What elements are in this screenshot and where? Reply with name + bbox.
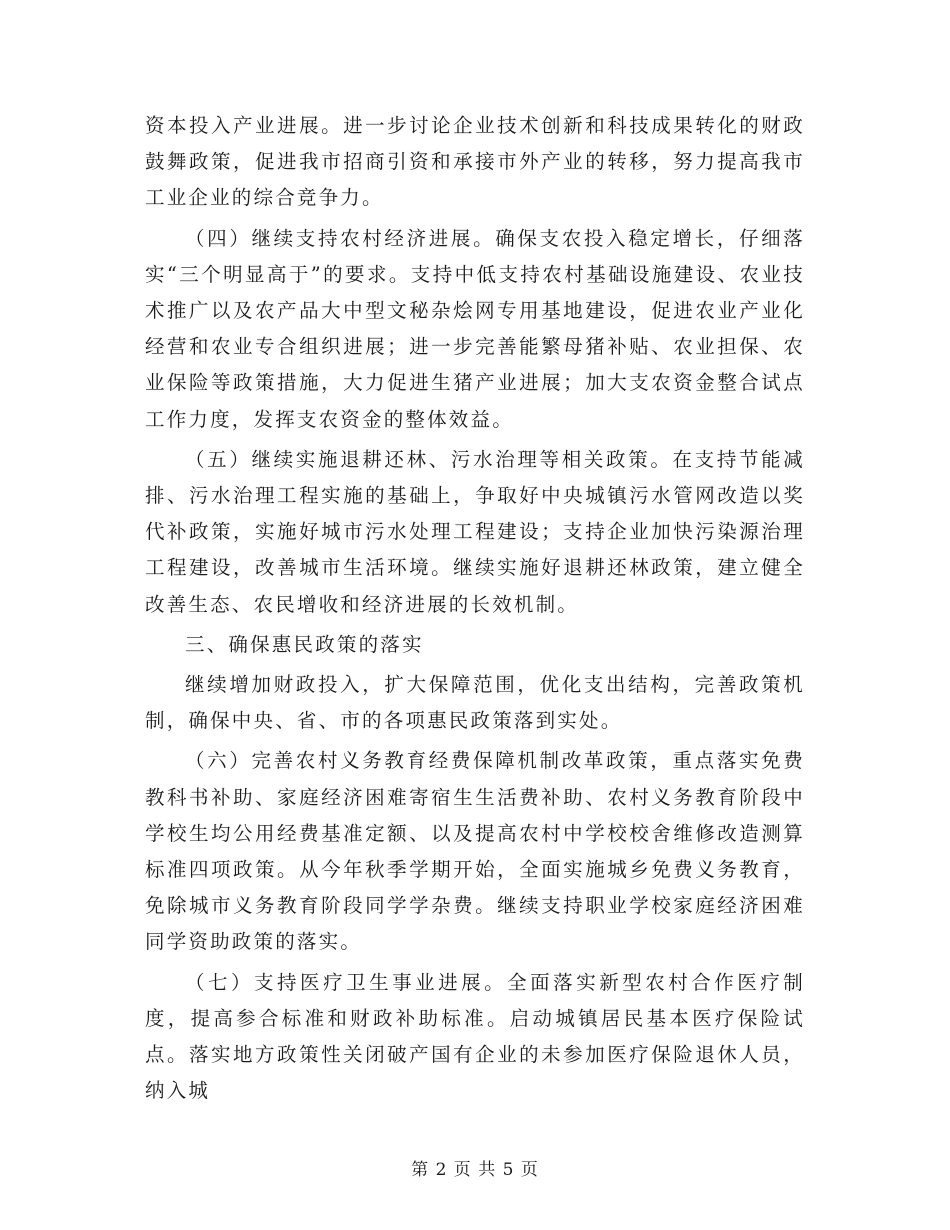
paragraph-section-six: （六）完善农村义务教育经费保障机制改革政策，重点落实免费教科书补助、家庭经济困难寄宿生生活费补助、农村义务教育阶段中学校生均公用经费基准定额、以及提高农村中学校校舍维修改造测算标准四项政策。从今年秋季学期开始，全面实施城乡免费义务教育，免除城市义务教育阶段同学学杂费。继续支持职业学校家庭经济困难同学资助政策的落实。 (145, 749, 805, 954)
page-number-footer: 第 2 页 共 5 页 (411, 1160, 539, 1180)
paragraph-section-seven: （七）支持医疗卫生事业进展。全面落实新型农村合作医疗制度，提高参合标准和财政补助标准。启动城镇居民基本医疗保险试点。落实地方政策性关闭破产国有企业的未参加医疗保险退休人员，纳入城 (145, 970, 805, 1103)
paragraph-continued: 资本投入产业进展。进一步讨论企业技术创新和科技成果转化的财政鼓舞政策，促进我市招商引资和承接市外产业的转移，努力提高我市工业企业的综合竞争力。 (145, 114, 805, 210)
paragraph-section-five: （五）继续实施退耕还林、污水治理等相关政策。在支持节能减排、污水治理工程实施的基础上，争取好中央城镇污水管网改造以奖代补政策，实施好城市污水处理工程建设；支持企业加快污染源治理工程建设，改善城市生活环境。继续实施好退耕还林政策，建立健全改善生态、农民增收和经济进展的长效机制。 (145, 447, 805, 616)
document-body (145, 108, 805, 1113)
heading-section-three: 三、确保惠民政策的落实 (185, 632, 424, 656)
paragraph-section-four: （四）继续支持农村经济进展。确保支农投入稳定增长，仔细落实“三个明显高于”的要求。支持中低支持农村基础设施建设、农业技术推广以及农产品大中型文秘杂烩网专用基地建设，促进农业产业化经营和农业专合组织进展；进一步完善能繁母猪补贴、农业担保、农业保险等政策措施，大力促进生猪产业进展；加大支农资金整合试点工作力度，发挥支农资金的整体效益。 (145, 226, 805, 431)
paragraph-section-three-intro: 继续增加财政投入，扩大保障范围，优化支出结构，完善政策机制，确保中央、省、市的各项惠民政策落到实处。 (145, 673, 805, 733)
